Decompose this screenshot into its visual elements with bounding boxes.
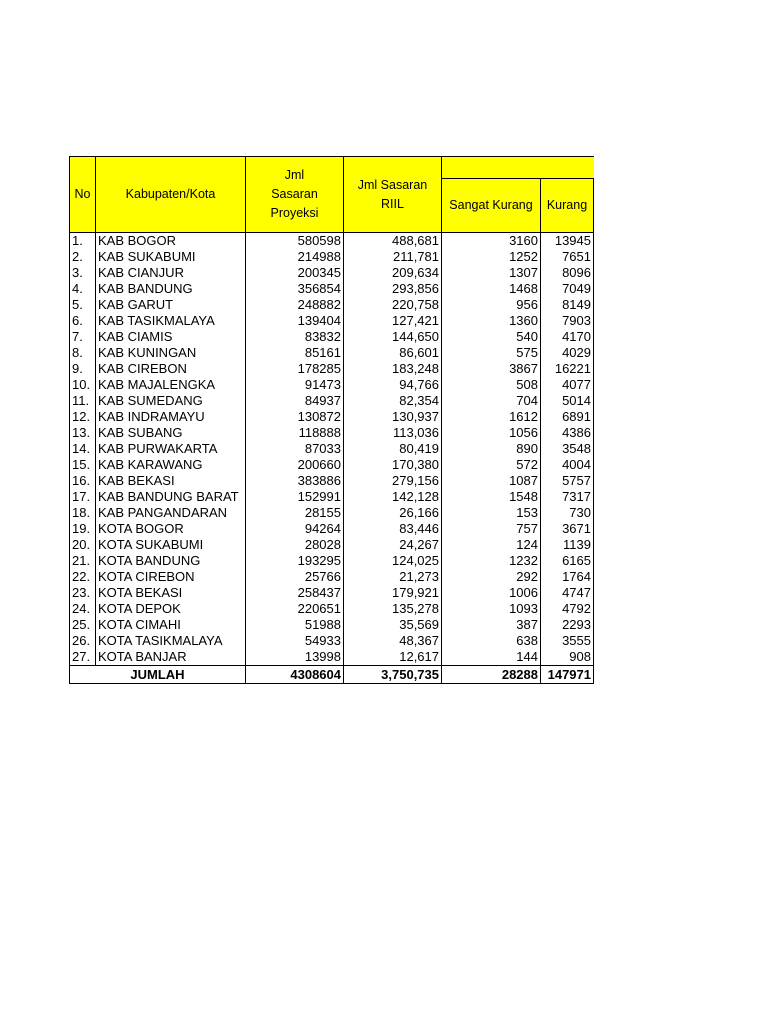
cell-jml-sasaran-riil: 144,650 <box>344 329 442 345</box>
cell-sangat-kurang: 540 <box>442 329 541 345</box>
cell-kurang: 7651 <box>541 249 594 265</box>
cell-no: 16. <box>70 473 96 489</box>
cell-no: 23. <box>70 585 96 601</box>
cell-kabupaten-kota: KAB PANGANDARAN <box>96 505 246 521</box>
header-kabupaten-kota: Kabupaten/Kota <box>96 157 246 233</box>
table-row <box>70 249 594 265</box>
cell-kabupaten-kota: KAB KUNINGAN <box>96 345 246 361</box>
table-row <box>70 585 594 601</box>
cell-jml-sasaran-riil: 142,128 <box>344 489 442 505</box>
cell-jml-sasaran-riil: 86,601 <box>344 345 442 361</box>
table-row <box>70 553 594 569</box>
cell-sangat-kurang: 124 <box>442 537 541 553</box>
table-row <box>70 489 594 505</box>
cell-no: 12. <box>70 409 96 425</box>
cell-jml-sasaran-riil: 220,758 <box>344 297 442 313</box>
cell-kabupaten-kota: KAB BOGOR <box>96 233 246 250</box>
cell-jml-sasaran-proyeksi: 118888 <box>246 425 344 441</box>
table-row <box>70 393 594 409</box>
cell-kabupaten-kota: KAB MAJALENGKA <box>96 377 246 393</box>
table-row <box>70 297 594 313</box>
cell-kurang: 4170 <box>541 329 594 345</box>
cell-sangat-kurang: 757 <box>442 521 541 537</box>
cell-kurang: 8096 <box>541 265 594 281</box>
cell-jml-sasaran-proyeksi: 130872 <box>246 409 344 425</box>
cell-no: 1. <box>70 233 96 250</box>
cell-kurang: 3555 <box>541 633 594 649</box>
cell-kabupaten-kota: KOTA BANJAR <box>96 649 246 666</box>
table-row <box>70 345 594 361</box>
cell-kabupaten-kota: KOTA BANDUNG <box>96 553 246 569</box>
cell-no: 8. <box>70 345 96 361</box>
cell-sangat-kurang: 1612 <box>442 409 541 425</box>
cell-kurang: 1139 <box>541 537 594 553</box>
cell-sangat-kurang: 1087 <box>442 473 541 489</box>
cell-kurang: 4792 <box>541 601 594 617</box>
cell-jml-sasaran-proyeksi: 220651 <box>246 601 344 617</box>
cell-jml-sasaran-riil: 21,273 <box>344 569 442 585</box>
cell-no: 20. <box>70 537 96 553</box>
cell-jml-sasaran-riil: 135,278 <box>344 601 442 617</box>
cell-sangat-kurang: 1468 <box>442 281 541 297</box>
cell-sangat-kurang: 1548 <box>442 489 541 505</box>
header-sangat-kurang: Sangat Kurang <box>442 179 541 233</box>
cell-sangat-kurang: 508 <box>442 377 541 393</box>
cell-jml-sasaran-proyeksi: 248882 <box>246 297 344 313</box>
cell-kabupaten-kota: KOTA DEPOK <box>96 601 246 617</box>
cell-jml-sasaran-riil: 209,634 <box>344 265 442 281</box>
table-row <box>70 473 594 489</box>
cell-kabupaten-kota: KAB SUMEDANG <box>96 393 246 409</box>
cell-kurang: 7903 <box>541 313 594 329</box>
cell-kabupaten-kota: KAB PURWAKARTA <box>96 441 246 457</box>
cell-jml-sasaran-proyeksi: 83832 <box>246 329 344 345</box>
cell-jml-sasaran-riil: 124,025 <box>344 553 442 569</box>
cell-jml-sasaran-proyeksi: 258437 <box>246 585 344 601</box>
cell-sangat-kurang: 1360 <box>442 313 541 329</box>
total-jml-sasaran-proyeksi: 4308604 <box>246 666 344 684</box>
cell-jml-sasaran-proyeksi: 94264 <box>246 521 344 537</box>
cell-jml-sasaran-riil: 211,781 <box>344 249 442 265</box>
cell-jml-sasaran-proyeksi: 91473 <box>246 377 344 393</box>
cell-kabupaten-kota: KAB BEKASI <box>96 473 246 489</box>
cell-sangat-kurang: 890 <box>442 441 541 457</box>
cell-sangat-kurang: 1056 <box>442 425 541 441</box>
cell-no: 22. <box>70 569 96 585</box>
cell-kabupaten-kota: KAB CIANJUR <box>96 265 246 281</box>
cell-kurang: 8149 <box>541 297 594 313</box>
cell-sangat-kurang: 1006 <box>442 585 541 601</box>
cell-kurang: 4747 <box>541 585 594 601</box>
table-row <box>70 409 594 425</box>
cell-no: 6. <box>70 313 96 329</box>
cell-sangat-kurang: 638 <box>442 633 541 649</box>
table-row <box>70 601 594 617</box>
cell-no: 3. <box>70 265 96 281</box>
cell-jml-sasaran-proyeksi: 383886 <box>246 473 344 489</box>
cell-kabupaten-kota: KAB BANDUNG BARAT <box>96 489 246 505</box>
cell-jml-sasaran-proyeksi: 28155 <box>246 505 344 521</box>
cell-no: 24. <box>70 601 96 617</box>
cell-sangat-kurang: 575 <box>442 345 541 361</box>
cell-no: 18. <box>70 505 96 521</box>
total-kurang: 147971 <box>541 666 594 684</box>
cell-jml-sasaran-proyeksi: 356854 <box>246 281 344 297</box>
cell-jml-sasaran-riil: 179,921 <box>344 585 442 601</box>
cell-no: 5. <box>70 297 96 313</box>
cell-jml-sasaran-proyeksi: 152991 <box>246 489 344 505</box>
cell-sangat-kurang: 153 <box>442 505 541 521</box>
cell-jml-sasaran-proyeksi: 25766 <box>246 569 344 585</box>
cell-jml-sasaran-riil: 94,766 <box>344 377 442 393</box>
cell-kabupaten-kota: KAB SUKABUMI <box>96 249 246 265</box>
cell-jml-sasaran-proyeksi: 580598 <box>246 233 344 250</box>
table-row <box>70 633 594 649</box>
header-no: No <box>70 157 96 233</box>
cell-jml-sasaran-riil: 35,569 <box>344 617 442 633</box>
data-table <box>69 156 594 684</box>
table-row <box>70 569 594 585</box>
header-jml-sasaran-proyeksi: Jml Sasaran Proyeksi <box>246 157 344 233</box>
cell-sangat-kurang: 3160 <box>442 233 541 250</box>
table-row <box>70 233 594 250</box>
cell-jml-sasaran-proyeksi: 87033 <box>246 441 344 457</box>
cell-no: 19. <box>70 521 96 537</box>
cell-kurang: 3548 <box>541 441 594 457</box>
cell-jml-sasaran-proyeksi: 200345 <box>246 265 344 281</box>
cell-jml-sasaran-proyeksi: 54933 <box>246 633 344 649</box>
cell-kurang: 1764 <box>541 569 594 585</box>
cell-jml-sasaran-riil: 130,937 <box>344 409 442 425</box>
cell-jml-sasaran-riil: 82,354 <box>344 393 442 409</box>
cell-kurang: 908 <box>541 649 594 666</box>
cell-kurang: 5014 <box>541 393 594 409</box>
cell-jml-sasaran-proyeksi: 28028 <box>246 537 344 553</box>
cell-sangat-kurang: 292 <box>442 569 541 585</box>
cell-jml-sasaran-riil: 488,681 <box>344 233 442 250</box>
cell-no: 17. <box>70 489 96 505</box>
cell-jml-sasaran-riil: 293,856 <box>344 281 442 297</box>
table-row <box>70 281 594 297</box>
table-row <box>70 265 594 281</box>
cell-kurang: 730 <box>541 505 594 521</box>
table-row <box>70 329 594 345</box>
cell-no: 4. <box>70 281 96 297</box>
table-row <box>70 361 594 377</box>
cell-kabupaten-kota: KAB SUBANG <box>96 425 246 441</box>
cell-jml-sasaran-proyeksi: 200660 <box>246 457 344 473</box>
cell-jml-sasaran-riil: 113,036 <box>344 425 442 441</box>
cell-jml-sasaran-riil: 80,419 <box>344 441 442 457</box>
cell-kabupaten-kota: KAB TASIKMALAYA <box>96 313 246 329</box>
total-jml-sasaran-riil: 3,750,735 <box>344 666 442 684</box>
cell-kabupaten-kota: KOTA CIREBON <box>96 569 246 585</box>
cell-sangat-kurang: 3867 <box>442 361 541 377</box>
header-row-top <box>70 157 594 179</box>
total-row <box>70 666 594 684</box>
table-row <box>70 649 594 666</box>
total-label: JUMLAH <box>70 666 246 684</box>
cell-kabupaten-kota: KOTA CIMAHI <box>96 617 246 633</box>
cell-kurang: 16221 <box>541 361 594 377</box>
cell-jml-sasaran-proyeksi: 139404 <box>246 313 344 329</box>
cell-no: 25. <box>70 617 96 633</box>
cell-kabupaten-kota: KAB INDRAMAYU <box>96 409 246 425</box>
table-row <box>70 505 594 521</box>
cell-kurang: 5757 <box>541 473 594 489</box>
cell-no: 26. <box>70 633 96 649</box>
cell-jml-sasaran-proyeksi: 51988 <box>246 617 344 633</box>
cell-kabupaten-kota: KOTA SUKABUMI <box>96 537 246 553</box>
cell-kabupaten-kota: KOTA BOGOR <box>96 521 246 537</box>
cell-sangat-kurang: 956 <box>442 297 541 313</box>
cell-no: 13. <box>70 425 96 441</box>
cell-jml-sasaran-proyeksi: 193295 <box>246 553 344 569</box>
cell-jml-sasaran-riil: 279,156 <box>344 473 442 489</box>
cell-jml-sasaran-proyeksi: 85161 <box>246 345 344 361</box>
cell-sangat-kurang: 704 <box>442 393 541 409</box>
table-row <box>70 377 594 393</box>
cell-kurang: 13945 <box>541 233 594 250</box>
table-row <box>70 521 594 537</box>
cell-no: 10. <box>70 377 96 393</box>
cell-kurang: 7049 <box>541 281 594 297</box>
cell-kurang: 4029 <box>541 345 594 361</box>
cell-kurang: 4077 <box>541 377 594 393</box>
cell-jml-sasaran-riil: 48,367 <box>344 633 442 649</box>
cell-sangat-kurang: 1232 <box>442 553 541 569</box>
cell-no: 7. <box>70 329 96 345</box>
table-row <box>70 537 594 553</box>
cell-kurang: 7317 <box>541 489 594 505</box>
spreadsheet-table-area <box>69 156 594 684</box>
cell-jml-sasaran-proyeksi: 178285 <box>246 361 344 377</box>
cell-kabupaten-kota: KOTA BEKASI <box>96 585 246 601</box>
table-row <box>70 313 594 329</box>
table-row <box>70 457 594 473</box>
cell-jml-sasaran-proyeksi: 13998 <box>246 649 344 666</box>
cell-jml-sasaran-riil: 170,380 <box>344 457 442 473</box>
cell-kabupaten-kota: KAB KARAWANG <box>96 457 246 473</box>
cell-no: 21. <box>70 553 96 569</box>
cell-sangat-kurang: 1093 <box>442 601 541 617</box>
cell-jml-sasaran-riil: 26,166 <box>344 505 442 521</box>
table-row <box>70 441 594 457</box>
cell-no: 14. <box>70 441 96 457</box>
cell-sangat-kurang: 1252 <box>442 249 541 265</box>
cell-no: 2. <box>70 249 96 265</box>
cell-sangat-kurang: 387 <box>442 617 541 633</box>
cell-jml-sasaran-proyeksi: 84937 <box>246 393 344 409</box>
cell-sangat-kurang: 572 <box>442 457 541 473</box>
cell-jml-sasaran-riil: 24,267 <box>344 537 442 553</box>
table-row <box>70 425 594 441</box>
cell-kurang: 6165 <box>541 553 594 569</box>
cell-jml-sasaran-proyeksi: 214988 <box>246 249 344 265</box>
table-row <box>70 617 594 633</box>
cell-jml-sasaran-riil: 127,421 <box>344 313 442 329</box>
cell-kurang: 4386 <box>541 425 594 441</box>
cell-kurang: 2293 <box>541 617 594 633</box>
header-kurang: Kurang <box>541 179 594 233</box>
cell-kabupaten-kota: KOTA TASIKMALAYA <box>96 633 246 649</box>
cell-kabupaten-kota: KAB GARUT <box>96 297 246 313</box>
cell-sangat-kurang: 144 <box>442 649 541 666</box>
cell-no: 27. <box>70 649 96 666</box>
cell-jml-sasaran-riil: 83,446 <box>344 521 442 537</box>
cell-kabupaten-kota: KAB BANDUNG <box>96 281 246 297</box>
cell-kurang: 4004 <box>541 457 594 473</box>
total-sangat-kurang: 28288 <box>442 666 541 684</box>
header-group-blank <box>442 157 594 179</box>
cell-jml-sasaran-riil: 12,617 <box>344 649 442 666</box>
cell-no: 11. <box>70 393 96 409</box>
cell-jml-sasaran-riil: 183,248 <box>344 361 442 377</box>
cell-kabupaten-kota: KAB CIAMIS <box>96 329 246 345</box>
cell-no: 15. <box>70 457 96 473</box>
cell-kurang: 6891 <box>541 409 594 425</box>
cell-kurang: 3671 <box>541 521 594 537</box>
cell-sangat-kurang: 1307 <box>442 265 541 281</box>
cell-no: 9. <box>70 361 96 377</box>
cell-kabupaten-kota: KAB CIREBON <box>96 361 246 377</box>
header-jml-sasaran-riil: Jml Sasaran RIIL <box>344 157 442 233</box>
